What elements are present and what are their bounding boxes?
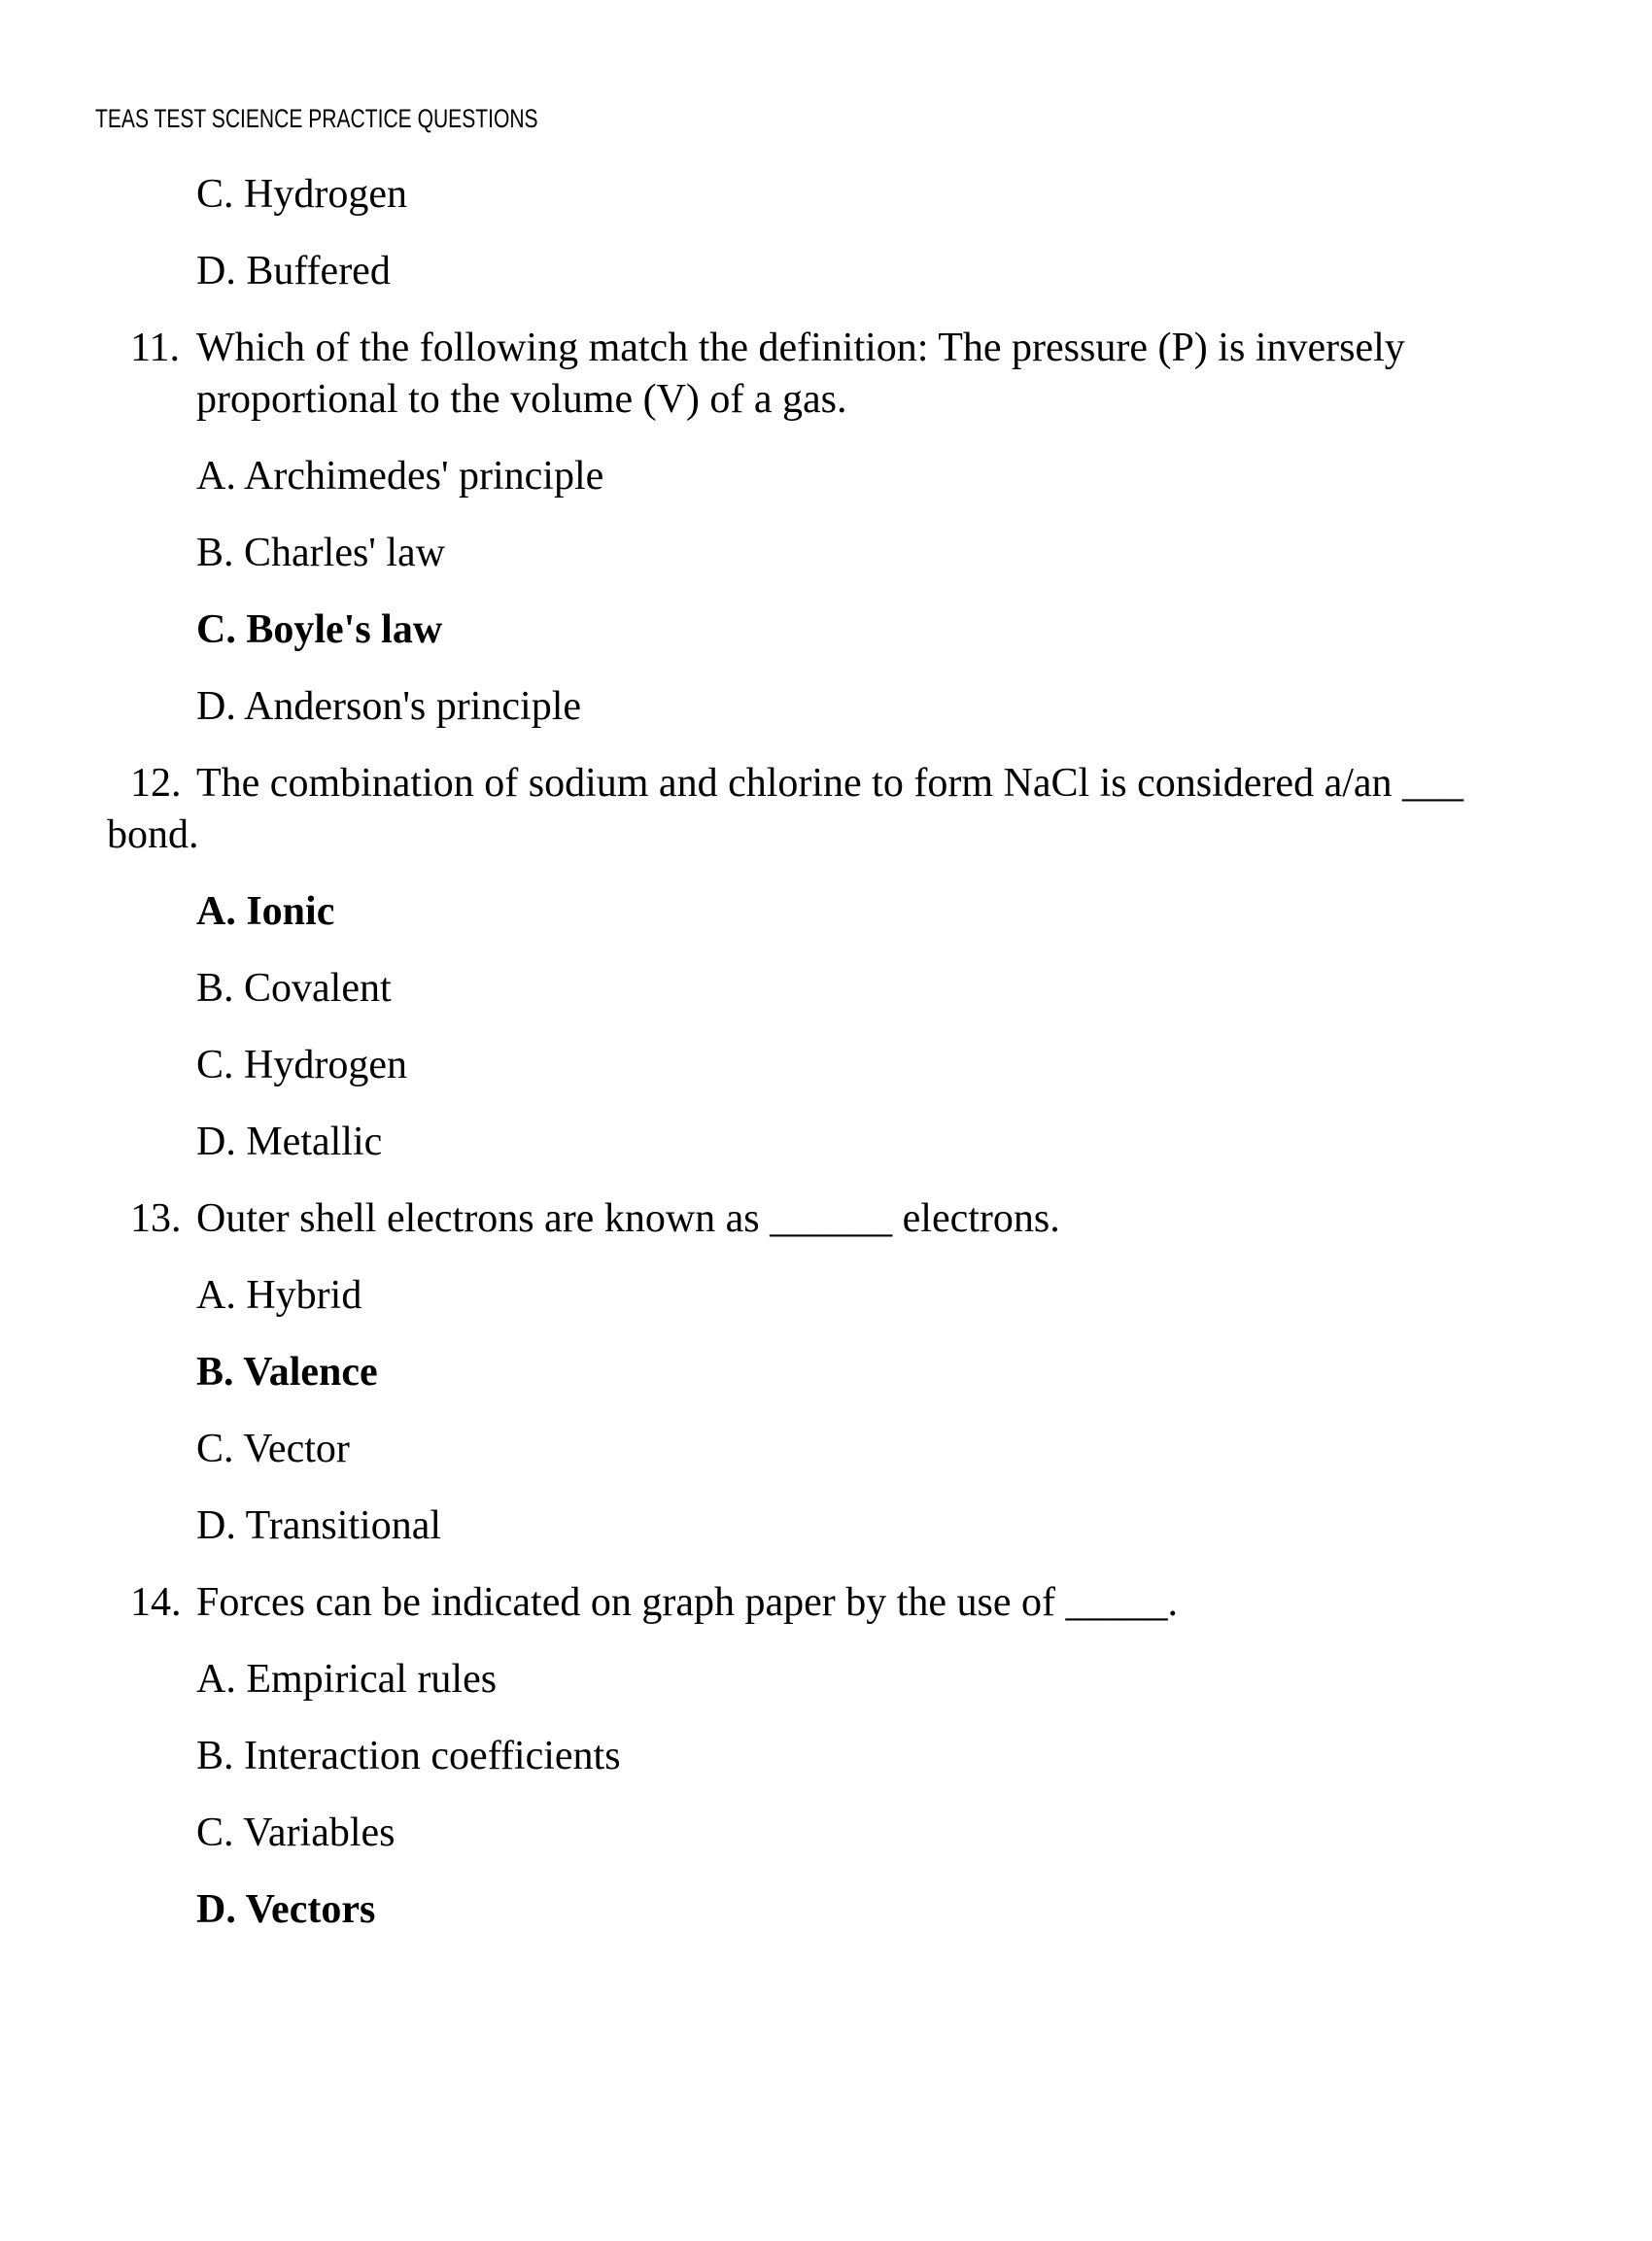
- document-header: [95, 103, 1652, 135]
- question-number: 12.: [130, 761, 182, 806]
- question-line: Outer shell electrons are known as ______ electrons.: [196, 1196, 1060, 1241]
- question-line: [107, 758, 1652, 810]
- answer-option: A. Hybrid: [196, 1273, 362, 1318]
- question-number: 11.: [130, 326, 180, 370]
- answer-option: C. Hydrogen: [196, 172, 407, 217]
- answer-option: B. Charles' law: [196, 531, 446, 575]
- question-line: proportional to the volume (V) of a gas.: [196, 377, 847, 422]
- question-item-14: [0, 1577, 1652, 1629]
- answer-option: D. Transitional: [196, 1503, 442, 1548]
- question-text: The combination of sodium and chlorine to form NaCl is considered a/an ___: [196, 761, 1464, 806]
- answer-option: C. Hydrogen: [196, 1043, 407, 1087]
- question-line: Forces can be indicated on graph paper by the use of _____.: [196, 1580, 1179, 1625]
- answer-option: B. Interaction coefficients: [196, 1734, 621, 1778]
- question-number: 13.: [130, 1196, 182, 1241]
- questions-content: [0, 169, 1652, 1936]
- question-line: Which of the following match the definition: The pressure (P) is inversely: [196, 326, 1405, 370]
- question-number: 14.: [130, 1580, 182, 1625]
- answer-option: A. Archimedes' principle: [196, 454, 604, 499]
- question-item-13: [0, 1193, 1652, 1245]
- answer-option-correct: B. Valence: [196, 1350, 378, 1395]
- document-header-title: TEAS TEST SCIENCE PRACTICE QUESTIONS: [95, 104, 538, 133]
- question-line: bond.: [107, 812, 199, 857]
- question-item-11: [0, 323, 1652, 426]
- document-page: [0, 103, 1652, 2241]
- answer-option: C. Vector: [196, 1427, 350, 1471]
- answer-option-correct: D. Vectors: [196, 1887, 376, 1932]
- answer-option: D. Metallic: [196, 1120, 383, 1164]
- answer-option-correct: C. Boyle's law: [196, 607, 443, 652]
- answer-option-correct: A. Ionic: [196, 889, 335, 934]
- answer-option: D. Buffered: [196, 249, 391, 293]
- answer-option: B. Covalent: [196, 966, 392, 1011]
- answer-option: C. Variables: [196, 1810, 396, 1855]
- answer-option: A. Empirical rules: [196, 1657, 498, 1702]
- answer-option: D. Anderson's principle: [196, 684, 582, 729]
- question-item-12: [0, 758, 1652, 861]
